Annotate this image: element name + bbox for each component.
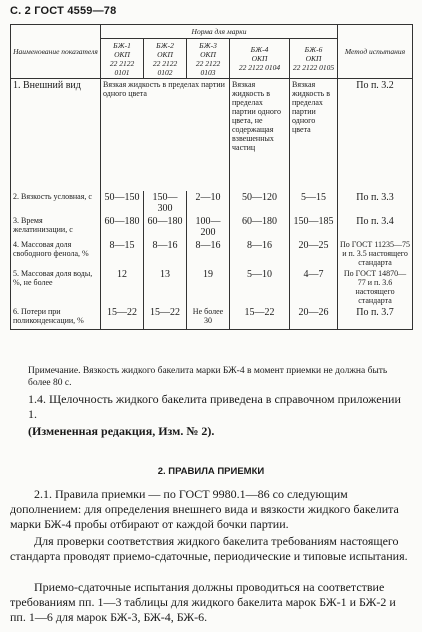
- section-title: 2. ПРАВИЛА ПРИЕМКИ: [157, 466, 265, 477]
- paragraph-1-4: 1.4. Щелочность жидкого бакелита приведена в справочном приложении 1.: [28, 392, 401, 421]
- grade-bzh1: БЖ-1 ОКП 22 2122 0101: [101, 39, 144, 79]
- row1-method: По п. 3.2: [338, 79, 413, 154]
- table-row: 5. Массовая доля воды, %, не более 12 13 19 5—10 4—7 По ГОСТ 14870—77 и п. 3.6 настоящего стандарта: [11, 268, 413, 306]
- row1-value-bzh6: Вязкая жидкость в пределах партии одного цвета: [290, 79, 338, 154]
- grade-bzh4: БЖ-4 ОКП 22 2122 0104: [230, 39, 290, 79]
- row1-value-bzh1-3: Вязкая жидкость в пределах партии одного цвета: [101, 79, 230, 154]
- paragraph-check: Для проверки соответствия жидкого бакелита требованиям настоящего стандарта проводят приемо-сдаточные, периодические и типовые испытания.: [10, 534, 408, 563]
- specification-table: [10, 24, 413, 330]
- col-header-norm: Норма для марки: [101, 25, 338, 39]
- grade-bzh2: БЖ-2 ОКП 22 2122 0102: [144, 39, 187, 79]
- table-note: Примечание. Вязкость жидкого бакелита марки БЖ-4 в момент приемки не должна быть более 80 с.: [28, 366, 388, 388]
- col-header-method: Метод испытания: [338, 25, 413, 79]
- page-header: С. 2 ГОСТ 4559—78: [10, 5, 117, 17]
- row1-value-bzh4: Вязкая жидкость в пределах партии одного цвета, не содержащая взвешенных частиц: [230, 79, 290, 154]
- table-row: 6. Потери при поликонденсации, % 15—22 15—22 Не более 30 15—22 20—26 По п. 3.7: [11, 306, 413, 330]
- amendment-note: (Измененная редакция, Изм. № 2).: [28, 424, 215, 438]
- grade-bzh3: БЖ-3 ОКП 22 2122 0103: [187, 39, 230, 79]
- table-row: 2. Вязкость условная, с 50—150 150—300 2—10 50—120 5—15 По п. 3.3: [11, 191, 413, 215]
- paragraph-2-1: 2.1. Правила приемки — по ГОСТ 9980.1—86 со следующим дополнением: для определения внешнего вида и вязкости жидкого бакелита марки БЖ-4 пробы отбирают от каждой бочки партии.: [10, 487, 399, 531]
- grade-bzh6: БЖ-6 ОКП 22 2122 0105: [290, 39, 338, 79]
- table-row: 3. Время желатинизации, с 60—180 60—180 100—200 60—180 150—185 По п. 3.4: [11, 215, 413, 239]
- row1-name: 1. Внешний вид: [11, 79, 101, 154]
- table-row: [11, 79, 413, 154]
- table-row: 4. Массовая доля свободного фенола, % 8—15 8—16 8—16 8—16 20—25 По ГОСТ 11235—75 и п. 3.5 настоящего стандарта: [11, 239, 413, 268]
- paragraph-acceptance: Приемо-сдаточные испытания должны проводиться на соответствие требованиям пп. 1—3 таблицы для жидкого бакелита марок БЖ-1 и БЖ-2 и пп. 1—6 для марок БЖ-3, БЖ-4, БЖ-6.: [10, 580, 396, 624]
- col-header-name: Наименование показателя: [11, 25, 101, 79]
